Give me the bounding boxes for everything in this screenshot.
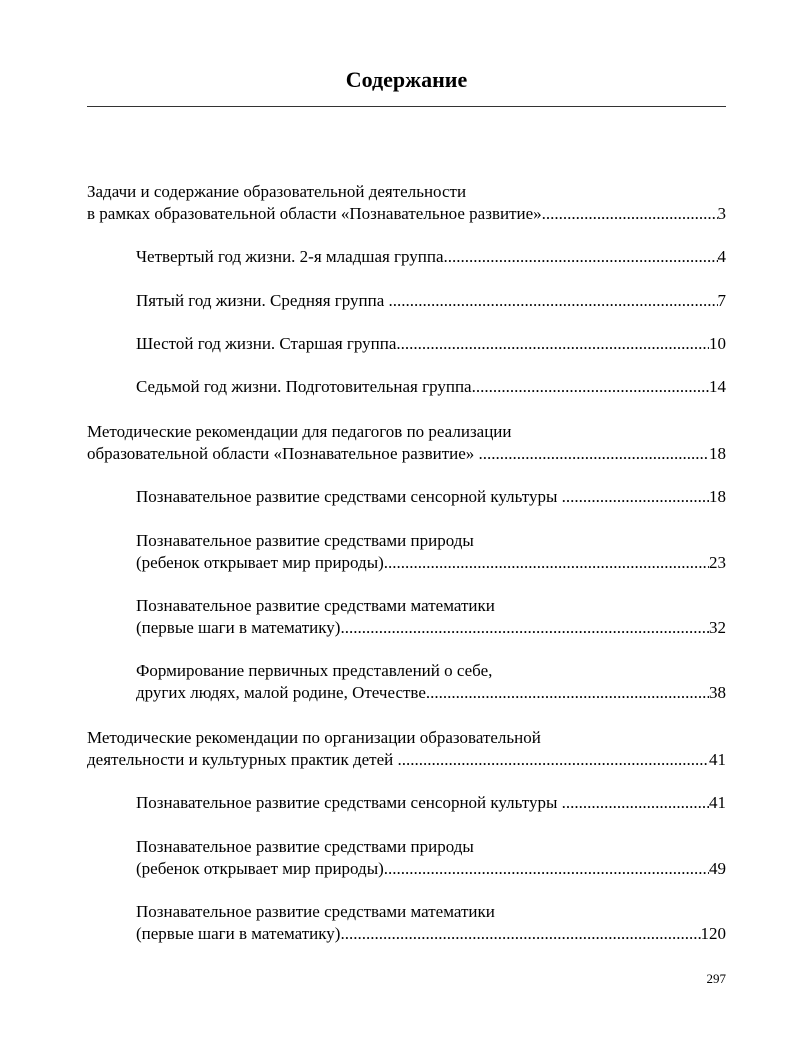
toc-text: деятельности и культурных практик детей (87, 749, 398, 769)
toc-page-number: 38 (709, 682, 726, 702)
dot-leader (384, 858, 709, 880)
toc-text: образовательной области «Познавательное развитие» (87, 443, 479, 463)
toc-text: Четвертый год жизни. 2-я младшая группа (136, 247, 444, 266)
toc-line: Задачи и содержание образовательной деятельности (87, 182, 467, 201)
toc-subsection-4th-year[interactable] (136, 246, 726, 268)
dot-leader (340, 617, 709, 639)
toc-lastline (136, 923, 726, 945)
dot-leader (444, 246, 718, 268)
toc-lastline (136, 376, 726, 398)
toc-subsection-nature[interactable] (136, 530, 726, 573)
toc-subsection-math-2[interactable] (136, 901, 726, 944)
toc-line: Формирование первичных представлений о себе, (136, 661, 493, 680)
toc-page-number: 7 (717, 291, 726, 310)
toc-text: Познавательное развитие средствами сенсорной культуры (136, 487, 562, 506)
dot-leader (562, 486, 709, 508)
dot-leader (389, 290, 718, 312)
page-number: 297 (706, 971, 726, 986)
toc-page-number: 4 (717, 247, 726, 266)
toc-lastline (87, 203, 726, 225)
toc-page-number: 23 (709, 552, 726, 572)
toc-line: Познавательное развитие средствами природы (136, 837, 474, 856)
toc-section-2[interactable] (87, 421, 726, 464)
toc-text: (ребенок открывает мир природы) (136, 552, 384, 572)
toc-line: Методические рекомендации по организации образовательной (87, 728, 541, 747)
toc-subsection-sensory-2[interactable] (136, 792, 726, 814)
toc-page-number: 18 (709, 487, 726, 506)
toc-text: Познавательное развитие средствами сенсорной культуры (136, 793, 562, 812)
toc-section-1[interactable] (87, 181, 726, 224)
toc-lastline (136, 617, 726, 639)
toc-text: Пятый год жизни. Средняя группа (136, 291, 389, 310)
toc-lastline (136, 792, 726, 814)
dot-leader (396, 333, 709, 355)
toc-text: (первые шаги в математику) (136, 923, 341, 943)
toc-page-number: 32 (709, 617, 726, 637)
dot-leader (426, 682, 709, 704)
toc-page-number: 41 (709, 749, 726, 769)
toc-lastline (136, 333, 726, 355)
toc-text: (ребенок открывает мир природы) (136, 858, 384, 878)
toc-line: Познавательное развитие средствами математики (136, 596, 495, 615)
toc-text: других людях, малой родине, Отечестве (136, 682, 426, 702)
toc-page-number: 18 (709, 443, 726, 463)
toc-subsection-7th-year[interactable] (136, 376, 726, 398)
toc-line: Познавательное развитие средствами природы (136, 531, 474, 550)
toc-subsection-math[interactable] (136, 595, 726, 638)
toc-page-number: 49 (709, 858, 726, 878)
toc-text: Шестой год жизни. Старшая группа (136, 334, 397, 353)
toc-line: Познавательное развитие средствами математики (136, 902, 495, 921)
toc-text: Седьмой год жизни. Подготовительная группа (136, 377, 472, 396)
toc-subsection-nature-2[interactable] (136, 836, 726, 879)
toc-lastline (136, 290, 726, 312)
toc-page-number: 10 (709, 334, 726, 353)
toc-lastline (136, 246, 726, 268)
toc-text: в рамках образовательной области «Познавательное развитие» (87, 203, 542, 223)
dot-leader (479, 443, 709, 465)
toc-subsection-self-concept[interactable] (136, 660, 726, 703)
dot-leader (472, 376, 709, 398)
dot-leader (542, 203, 718, 225)
toc-subsection-sensory[interactable] (136, 486, 726, 508)
toc-lastline (136, 486, 726, 508)
toc-page-number: 3 (717, 203, 726, 223)
toc-subsection-6th-year[interactable] (136, 333, 726, 355)
toc-page-number: 14 (709, 377, 726, 396)
dot-leader (384, 552, 709, 574)
title-divider (87, 106, 726, 107)
toc-lastline (136, 858, 726, 880)
toc-lastline (136, 552, 726, 574)
page-title: Содержание (345, 67, 468, 92)
toc-text: (первые шаги в математику) (136, 617, 341, 637)
dot-leader (340, 923, 700, 945)
dot-leader (562, 792, 709, 814)
toc-subsection-5th-year[interactable] (136, 290, 726, 312)
toc-line: Методические рекомендации для педагогов по реализации (87, 422, 512, 441)
toc-lastline (87, 749, 726, 771)
dot-leader (397, 749, 709, 771)
toc-page-number: 41 (709, 793, 726, 812)
toc-lastline (136, 682, 726, 704)
toc-page-number: 120 (700, 923, 726, 943)
toc-lastline (87, 443, 726, 465)
toc-section-3[interactable] (87, 727, 726, 770)
